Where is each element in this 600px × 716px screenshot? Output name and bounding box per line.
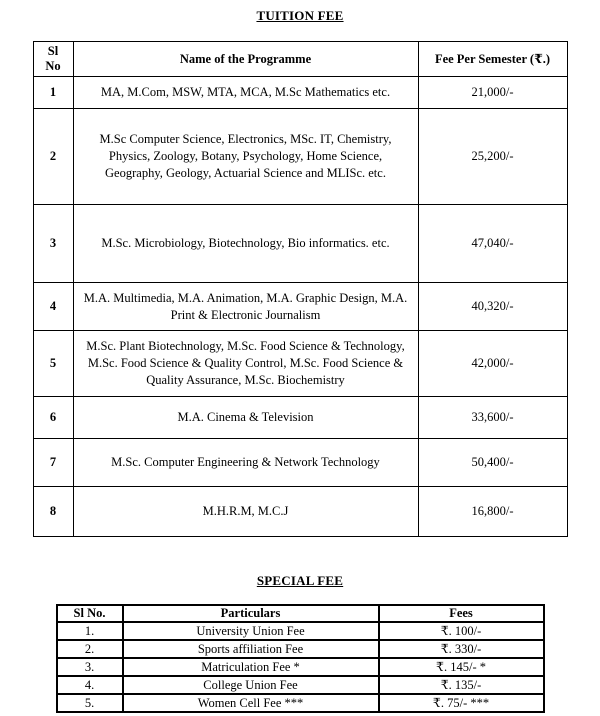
tuition-row-programme: M.A. Cinema & Television [73,397,418,439]
special-table-row [57,640,544,658]
tuition-row-programme: MA, M.Com, MSW, MTA, MCA, M.Sc Mathematics etc. [73,77,418,109]
special-header-particulars: Particulars [123,605,379,622]
tuition-row-sl-no: 6 [33,397,73,439]
tuition-row-programme: M.Sc Computer Science, Electronics, MSc. IT, Chemistry, Physics, Zoology, Botany, Psychology, Home Science, Geography, Geology, Actuarial Science and MLISc. etc. [73,109,418,205]
tuition-row-sl-no: 7 [33,439,73,487]
tuition-row-fee: 33,600/- [418,397,567,439]
tuition-fee-title: TUITION FEE [256,8,344,23]
tuition-row-programme: M.A. Multimedia, M.A. Animation, M.A. Graphic Design, M.A. Print & Electronic Journalism [73,283,418,331]
tuition-table-row [33,487,567,537]
special-fee-title: SPECIAL FEE [256,573,344,588]
special-row-particulars: Matriculation Fee * [123,658,379,676]
special-row-particulars: University Union Fee [123,622,379,640]
special-table-row [57,694,544,712]
tuition-row-fee: 50,400/- [418,439,567,487]
tuition-row-sl-no: 8 [33,487,73,537]
tuition-row-sl-no: 5 [33,331,73,397]
tuition-header-fee-per-semester: Fee Per Semester (₹.) [418,42,567,77]
tuition-row-sl-no: 4 [33,283,73,331]
tuition-row-programme: M.Sc. Plant Biotechnology, M.Sc. Food Science & Technology, M.Sc. Food Science & Quality Control, M.Sc. Food Science & Quality Assurance, M.Sc. Biochemistry [73,331,418,397]
special-header-sl-no: Sl No. [57,605,123,622]
tuition-table-row [33,109,567,205]
tuition-row-fee: 47,040/- [418,205,567,283]
special-header-fees: Fees [379,605,544,622]
tuition-table-row [33,77,567,109]
special-table-row [57,622,544,640]
special-row-sl-no: 5. [57,694,123,712]
special-table-row [57,658,544,676]
tuition-table-row [33,331,567,397]
tuition-table-row [33,439,567,487]
tuition-row-fee: 21,000/- [418,77,567,109]
tuition-row-programme: M.Sc. Microbiology, Biotechnology, Bio informatics. etc. [73,205,418,283]
tuition-row-fee: 25,200/- [418,109,567,205]
tuition-fee-table [33,41,568,537]
special-row-fee: ₹. 100/- [379,622,544,640]
tuition-header-row [33,42,567,77]
tuition-table-row [33,205,567,283]
special-fee-table [56,604,545,713]
special-row-particulars: Women Cell Fee *** [123,694,379,712]
special-row-sl-no: 2. [57,640,123,658]
tuition-table-row [33,397,567,439]
tuition-row-sl-no: 2 [33,109,73,205]
tuition-row-programme: M.H.R.M, M.C.J [73,487,418,537]
tuition-row-programme: M.Sc. Computer Engineering & Network Technology [73,439,418,487]
tuition-row-fee: 42,000/- [418,331,567,397]
special-row-particulars: College Union Fee [123,676,379,694]
tuition-row-fee: 40,320/- [418,283,567,331]
special-row-sl-no: 3. [57,658,123,676]
special-row-fee: ₹. 145/- * [379,658,544,676]
tuition-row-fee: 16,800/- [418,487,567,537]
tuition-row-sl-no: 1 [33,77,73,109]
special-row-fee: ₹. 135/- [379,676,544,694]
tuition-row-sl-no: 3 [33,205,73,283]
tuition-header-sl-no: Sl No [33,42,73,77]
tuition-header-programme-name: Name of the Programme [73,42,418,77]
special-row-sl-no: 4. [57,676,123,694]
special-row-fee: ₹. 330/- [379,640,544,658]
special-row-particulars: Sports affiliation Fee [123,640,379,658]
tuition-table-row [33,283,567,331]
special-row-sl-no: 1. [57,622,123,640]
special-header-row [57,605,544,622]
special-row-fee: ₹. 75/- *** [379,694,544,712]
special-table-row [57,676,544,694]
